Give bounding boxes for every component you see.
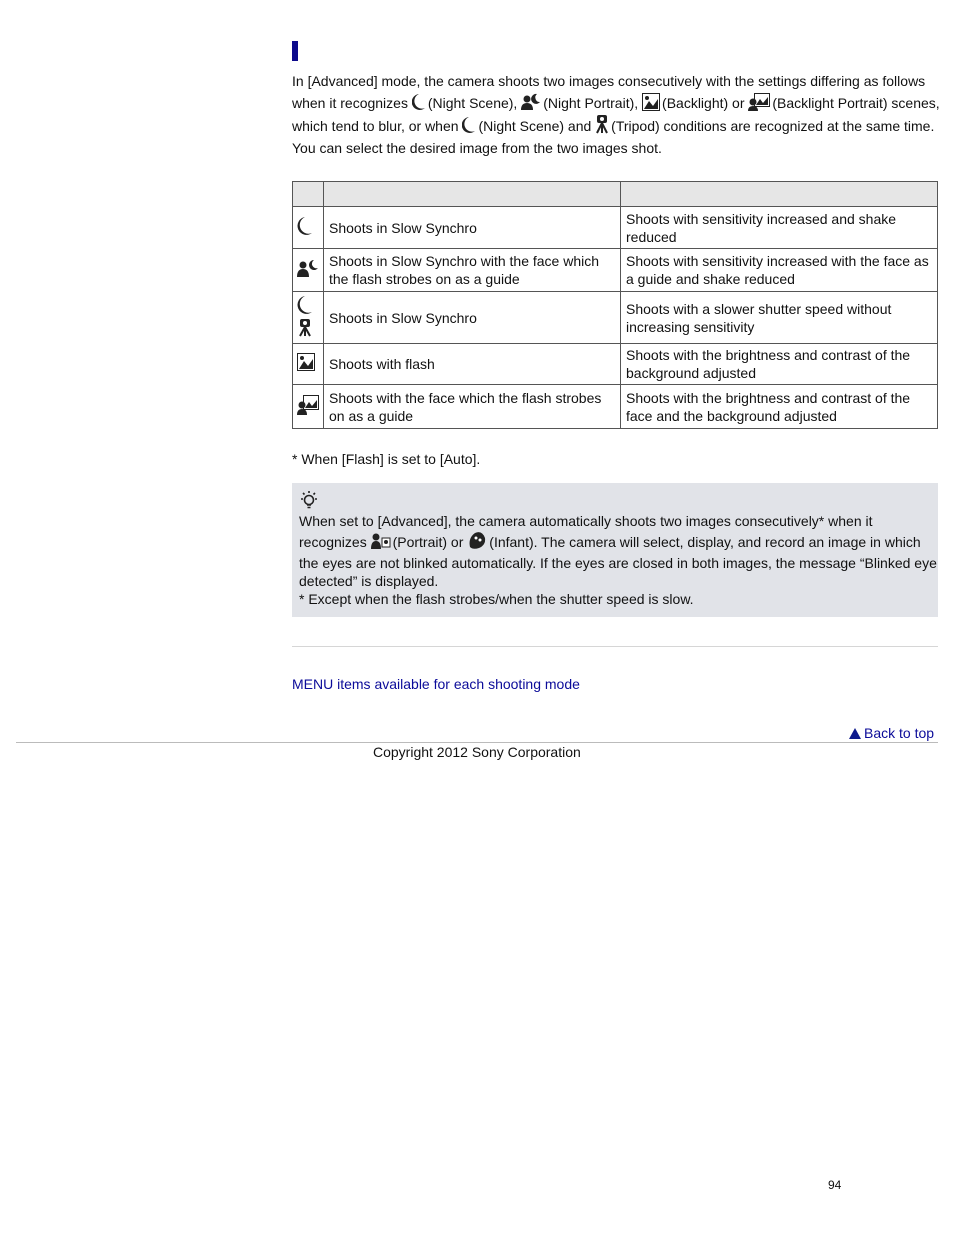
hint-line-5: * Except when the flash strobes/when the shutter speed is slow. bbox=[299, 591, 694, 607]
back-to-top-label: Back to top bbox=[864, 725, 935, 741]
section-divider bbox=[292, 646, 938, 647]
night-scene-icon bbox=[293, 207, 324, 249]
hint-line-2: recognizes (Portrait) or (Infant). The camera will select, display, and record an image in which bbox=[299, 530, 931, 554]
table-row bbox=[293, 207, 938, 249]
tripod-icon bbox=[595, 114, 609, 134]
first-image-cell: Shoots with flash bbox=[324, 344, 621, 385]
footer-divider bbox=[16, 742, 938, 743]
table-row bbox=[293, 292, 938, 344]
hint-line-4: detected” is displayed. bbox=[299, 573, 439, 589]
infant-icon bbox=[467, 530, 487, 550]
portrait-icon bbox=[371, 532, 391, 550]
second-image-cell: Shoots with the brightness and contrast of the face and the background adjusted bbox=[621, 385, 938, 429]
section-heading-bar bbox=[292, 41, 298, 61]
backlight-portrait-icon bbox=[748, 93, 770, 111]
first-image-cell: Shoots in Slow Synchro bbox=[324, 207, 621, 249]
table-header-row bbox=[293, 182, 938, 207]
first-image-cell: Shoots in Slow Synchro with the face which the flash strobes on as a guide bbox=[324, 249, 621, 292]
hint-box bbox=[292, 483, 938, 617]
table-row bbox=[293, 385, 938, 429]
night-scene-icon bbox=[412, 93, 426, 111]
table-row bbox=[293, 249, 938, 292]
mode-settings-table bbox=[292, 181, 938, 429]
night-scene-icon bbox=[462, 116, 476, 134]
backlight-icon bbox=[642, 93, 660, 111]
backlight-portrait-icon bbox=[293, 385, 324, 429]
page-number: 94 bbox=[828, 1178, 842, 1192]
menu-items-link[interactable]: MENU items available for each shooting mode bbox=[292, 676, 580, 692]
table-row bbox=[293, 344, 938, 385]
intro-line-1: In [Advanced] mode, the camera shoots two images consecutively with the settings differing as follows bbox=[292, 73, 926, 89]
back-to-top-link[interactable] bbox=[849, 725, 934, 741]
hint-line-3: the eyes are not blinked automatically. If the eyes are closed in both images, the message “Blinked eye bbox=[299, 555, 937, 571]
intro-paragraph bbox=[292, 70, 940, 159]
second-image-cell: Shoots with the brightness and contrast of the background adjusted bbox=[621, 344, 938, 385]
second-image-cell: Shoots with sensitivity increased with the face as a guide and shake reduced bbox=[621, 249, 938, 292]
first-image-cell: Shoots in Slow Synchro bbox=[324, 292, 621, 344]
intro-line-4: You can select the desired image from the two images shot. bbox=[292, 140, 662, 156]
intro-line-2: when it recognizes (Night Scene), (Night Portrait), (Backlight) or (Backlight Portrait) scenes, bbox=[292, 95, 940, 111]
header-first-image bbox=[324, 182, 621, 207]
hint-bulb-icon bbox=[299, 490, 929, 512]
copyright-text: Copyright 2012 Sony Corporation bbox=[373, 744, 581, 760]
second-image-cell: Shoots with a slower shutter speed without increasing sensitivity bbox=[621, 292, 938, 344]
hint-line-1: When set to [Advanced], the camera automatically shoots two images consecutively* when it bbox=[299, 513, 873, 529]
flash-footnote: * When [Flash] is set to [Auto]. bbox=[292, 451, 481, 467]
backlight-icon bbox=[293, 344, 324, 385]
header-icon-col bbox=[293, 182, 324, 207]
up-arrow-icon bbox=[849, 728, 861, 739]
header-second-image bbox=[621, 182, 938, 207]
night-scene-tripod-icon bbox=[293, 292, 324, 344]
night-portrait-icon bbox=[293, 249, 324, 292]
night-portrait-icon bbox=[521, 93, 541, 111]
intro-line-3: which tend to blur, or when (Night Scene) and (Tripod) conditions are recognized at the same time. bbox=[292, 114, 940, 137]
second-image-cell: Shoots with sensitivity increased and shake reduced bbox=[621, 207, 938, 249]
first-image-cell: Shoots with the face which the flash strobes on as a guide bbox=[324, 385, 621, 429]
